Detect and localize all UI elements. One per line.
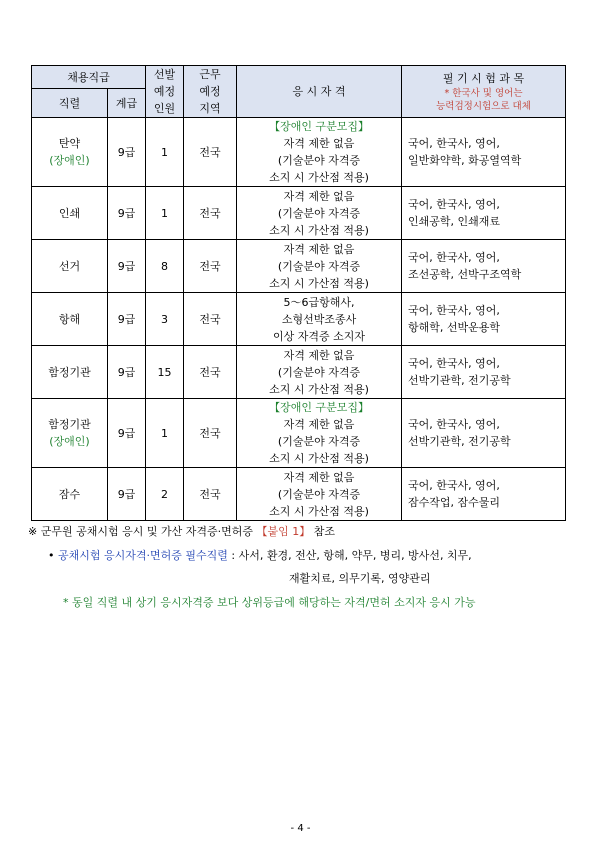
page-number: - 4 - [290, 823, 311, 834]
job-cell: 함정기관 (장애인) [32, 399, 108, 468]
job-cell: 함정기관 [32, 346, 108, 399]
qualification-cell: 5～6급항해사, 소형선박조종사 이상 자격증 소지자 [237, 293, 402, 346]
exam-subjects-cell: 국어, 한국사, 영어, 선박기관학, 전기공학 [402, 399, 566, 468]
grade-cell: 9급 [108, 240, 146, 293]
exam-subjects-cell: 국어, 한국사, 영어, 인쇄공학, 인쇄재료 [402, 187, 566, 240]
count-cell: 15 [146, 346, 184, 399]
count-cell: 8 [146, 240, 184, 293]
required-series-note [48, 547, 472, 565]
grade-cell: 9급 [108, 399, 146, 468]
qualification-cell: 자격 제한 없음 (기술분야 자격증 소지 시 가산점 적용) [237, 468, 402, 521]
count-cell: 1 [146, 187, 184, 240]
region-cell: 전국 [184, 346, 237, 399]
region-cell: 전국 [184, 468, 237, 521]
table-row [32, 346, 566, 399]
grade-cell: 9급 [108, 293, 146, 346]
header-grade: 계급 [108, 89, 146, 118]
header-position-group: 채용직급 [32, 66, 146, 89]
region-cell: 전국 [184, 293, 237, 346]
higher-grade-note: * 동일 직렬 내 상기 응시자격증 보다 상위등급에 해당하는 자격/면허 소지자 응시 가능 [63, 596, 476, 609]
required-series-list-continued: 재활치료, 의무기록, 영양관리 [289, 572, 431, 585]
table-row [32, 118, 566, 187]
required-series-label: 공채시험 응시자격·면허증 필수직렬 [58, 549, 228, 562]
job-cell: 항해 [32, 293, 108, 346]
table-row [32, 399, 566, 468]
region-cell: 전국 [184, 240, 237, 293]
region-cell: 전국 [184, 118, 237, 187]
job-cell: 탄약 (장애인) [32, 118, 108, 187]
qualification-cell: 자격 제한 없음 (기술분야 자격증 소지 시 가산점 적용) [237, 346, 402, 399]
count-cell: 3 [146, 293, 184, 346]
grade-cell: 9급 [108, 187, 146, 240]
exam-subjects-cell: 국어, 한국사, 영어, 일반화약학, 화공열역학 [402, 118, 566, 187]
table-row [32, 293, 566, 346]
region-cell: 전국 [184, 187, 237, 240]
header-written-exam: 필 기 시 험 과 목 * 한국사 및 영어는 능력검정시험으로 대체 [402, 66, 566, 118]
table-row [32, 240, 566, 293]
exam-subjects-cell: 국어, 한국사, 영어, 조선공학, 선박구조역학 [402, 240, 566, 293]
table-row [32, 187, 566, 240]
bullet-icon: • [48, 549, 55, 562]
qualification-cell: 【장애인 구분모집】 자격 제한 없음 (기술분야 자격증 소지 시 가산점 적용) [237, 399, 402, 468]
count-cell: 1 [146, 118, 184, 187]
header-qualification: 응 시 자 격 [237, 66, 402, 118]
job-cell: 선거 [32, 240, 108, 293]
header-job-series: 직렬 [32, 89, 108, 118]
grade-cell: 9급 [108, 118, 146, 187]
grade-cell: 9급 [108, 468, 146, 521]
job-cell: 잠수 [32, 468, 108, 521]
exam-subjects-cell: 국어, 한국사, 영어, 선박기관학, 전기공학 [402, 346, 566, 399]
required-series-list: : 사서, 환경, 전산, 항해, 약무, 병리, 방사선, 치무, [227, 549, 472, 562]
header-work-region: 근무 예정 지역 [184, 66, 237, 118]
recruitment-table [31, 65, 566, 521]
exam-subjects-cell: 국어, 한국사, 영어, 잠수작업, 잠수물리 [402, 468, 566, 521]
grade-cell: 9급 [108, 346, 146, 399]
header-selection-count: 선발 예정 인원 [146, 66, 184, 118]
job-cell: 인쇄 [32, 187, 108, 240]
qualification-cell: 【장애인 구분모집】 자격 제한 없음 (기술분야 자격증 소지 시 가산점 적용) [237, 118, 402, 187]
qualification-cell: 자격 제한 없음 (기술분야 자격증 소지 시 가산점 적용) [237, 187, 402, 240]
table-row [32, 468, 566, 521]
count-cell: 2 [146, 468, 184, 521]
count-cell: 1 [146, 399, 184, 468]
qualification-cell: 자격 제한 없음 (기술분야 자격증 소지 시 가산점 적용) [237, 240, 402, 293]
reference-note: ※ 군무원 공채시험 응시 및 가산 자격증·면허증 【붙임 1】 참조 [28, 525, 335, 538]
attachment-ref: 【붙임 1】 [256, 525, 311, 538]
exam-subjects-cell: 국어, 한국사, 영어, 항해학, 선박운용학 [402, 293, 566, 346]
region-cell: 전국 [184, 399, 237, 468]
